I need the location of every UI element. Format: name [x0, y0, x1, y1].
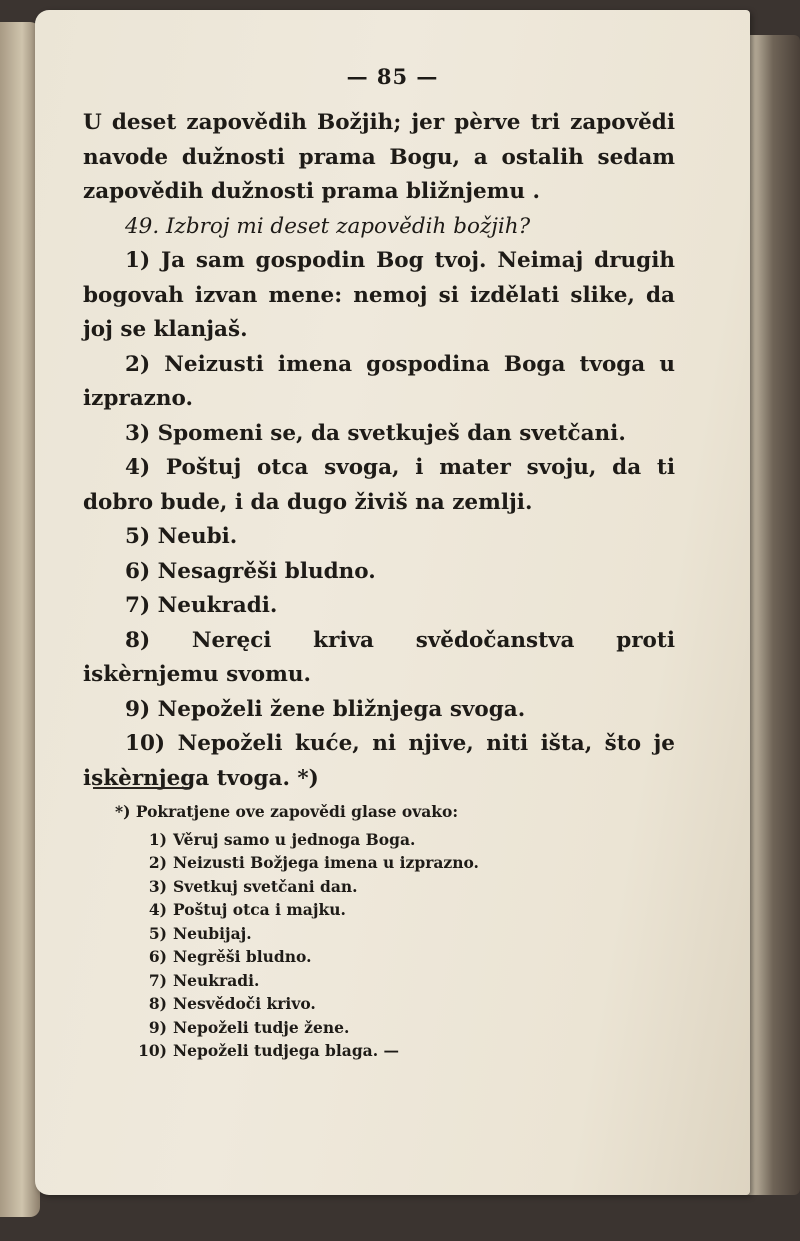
list-item	[129, 851, 675, 875]
intro-paragraph: U deset zapovědih Božjih; jer pèrve tri zapovědi navode dužnosti prama Bogu, a ostalih sedam zapovědih dužnosti prama bližnjemu .	[83, 110, 675, 204]
commandment-9: 9) Nepoželi žene bližnjega svoga.	[125, 696, 526, 722]
item-number: 7)	[148, 970, 167, 990]
book-page	[35, 10, 750, 1195]
page-number: — 85 —	[346, 64, 439, 89]
commandment-10: 10) Nepoželi kuće, ni njive, niti išta, što je iskèrnjega tvoga. *)	[83, 731, 675, 791]
list-item	[129, 898, 675, 922]
item-number: 5)	[148, 923, 167, 943]
item-number: 3)	[148, 876, 167, 896]
page-body	[83, 106, 675, 796]
question-49: 49. Izbroj mi deset zapovědih božjih?	[125, 213, 531, 239]
item-number: 4)	[148, 900, 167, 919]
item-text: Věruj samo u jednoga Boga.	[173, 829, 416, 849]
list-item	[129, 945, 675, 969]
list-item	[129, 1039, 675, 1063]
list-item	[129, 828, 675, 852]
list-item	[129, 1016, 675, 1040]
left-page-edge	[0, 22, 40, 1217]
commandment-3: 3) Spomeni se, da svetkuješ dan svetčani.	[125, 420, 626, 446]
item-text: Svetkuj svetčani dan.	[173, 876, 358, 896]
list-item	[129, 992, 675, 1016]
list-item	[129, 922, 675, 946]
item-text: Negrěši bludno.	[173, 947, 312, 966]
commandment-2: 2) Neizusti imena gospodina Boga tvoga u izprazno.	[83, 351, 675, 411]
list-item	[129, 969, 675, 993]
commandment-8: 8) Neręci kriva svědočanstva proti iskèrnjemu svomu.	[83, 627, 675, 687]
commandment-7: 7) Neukradi.	[125, 593, 278, 618]
item-number: 8)	[148, 994, 167, 1013]
footnote-list	[115, 828, 675, 1063]
item-text: Neukradi.	[173, 970, 260, 990]
item-number: 6)	[148, 947, 167, 966]
commandment-1: 1) Ja sam gospodin Bog tvoj. Neimaj drugih bogovah izvan mene: nemoj si izdělati slike, da joj se klanjaš.	[83, 248, 675, 342]
commandment-4: 4) Poštuj otca svoga, i mater svoju, da ti dobro bude, i da dugo živiš na zemlji.	[83, 455, 675, 515]
item-text: Nesvědoči krivo.	[173, 994, 316, 1013]
item-number: 2)	[148, 853, 167, 872]
item-number: 1)	[148, 829, 167, 849]
commandment-6: 6) Nesagrěši bludno.	[125, 558, 376, 584]
footnote-heading: *) Pokratjene ove zapovědi glase ovako:	[115, 802, 459, 821]
item-text: Nepoželi tudjega blaga. —	[173, 1041, 399, 1060]
list-item	[129, 875, 675, 899]
footnote	[115, 800, 675, 1063]
item-text: Nepoželi tudje žene.	[173, 1017, 350, 1037]
commandment-5: 5) Neubi.	[125, 524, 238, 549]
item-text: Neizusti Božjega imena u izprazno.	[173, 853, 479, 872]
item-number: 10)	[138, 1041, 167, 1060]
item-text: Poštuj otca i majku.	[173, 900, 346, 919]
item-text: Neubijaj.	[173, 923, 252, 943]
footnote-divider	[93, 787, 189, 789]
item-number: 9)	[148, 1017, 167, 1037]
